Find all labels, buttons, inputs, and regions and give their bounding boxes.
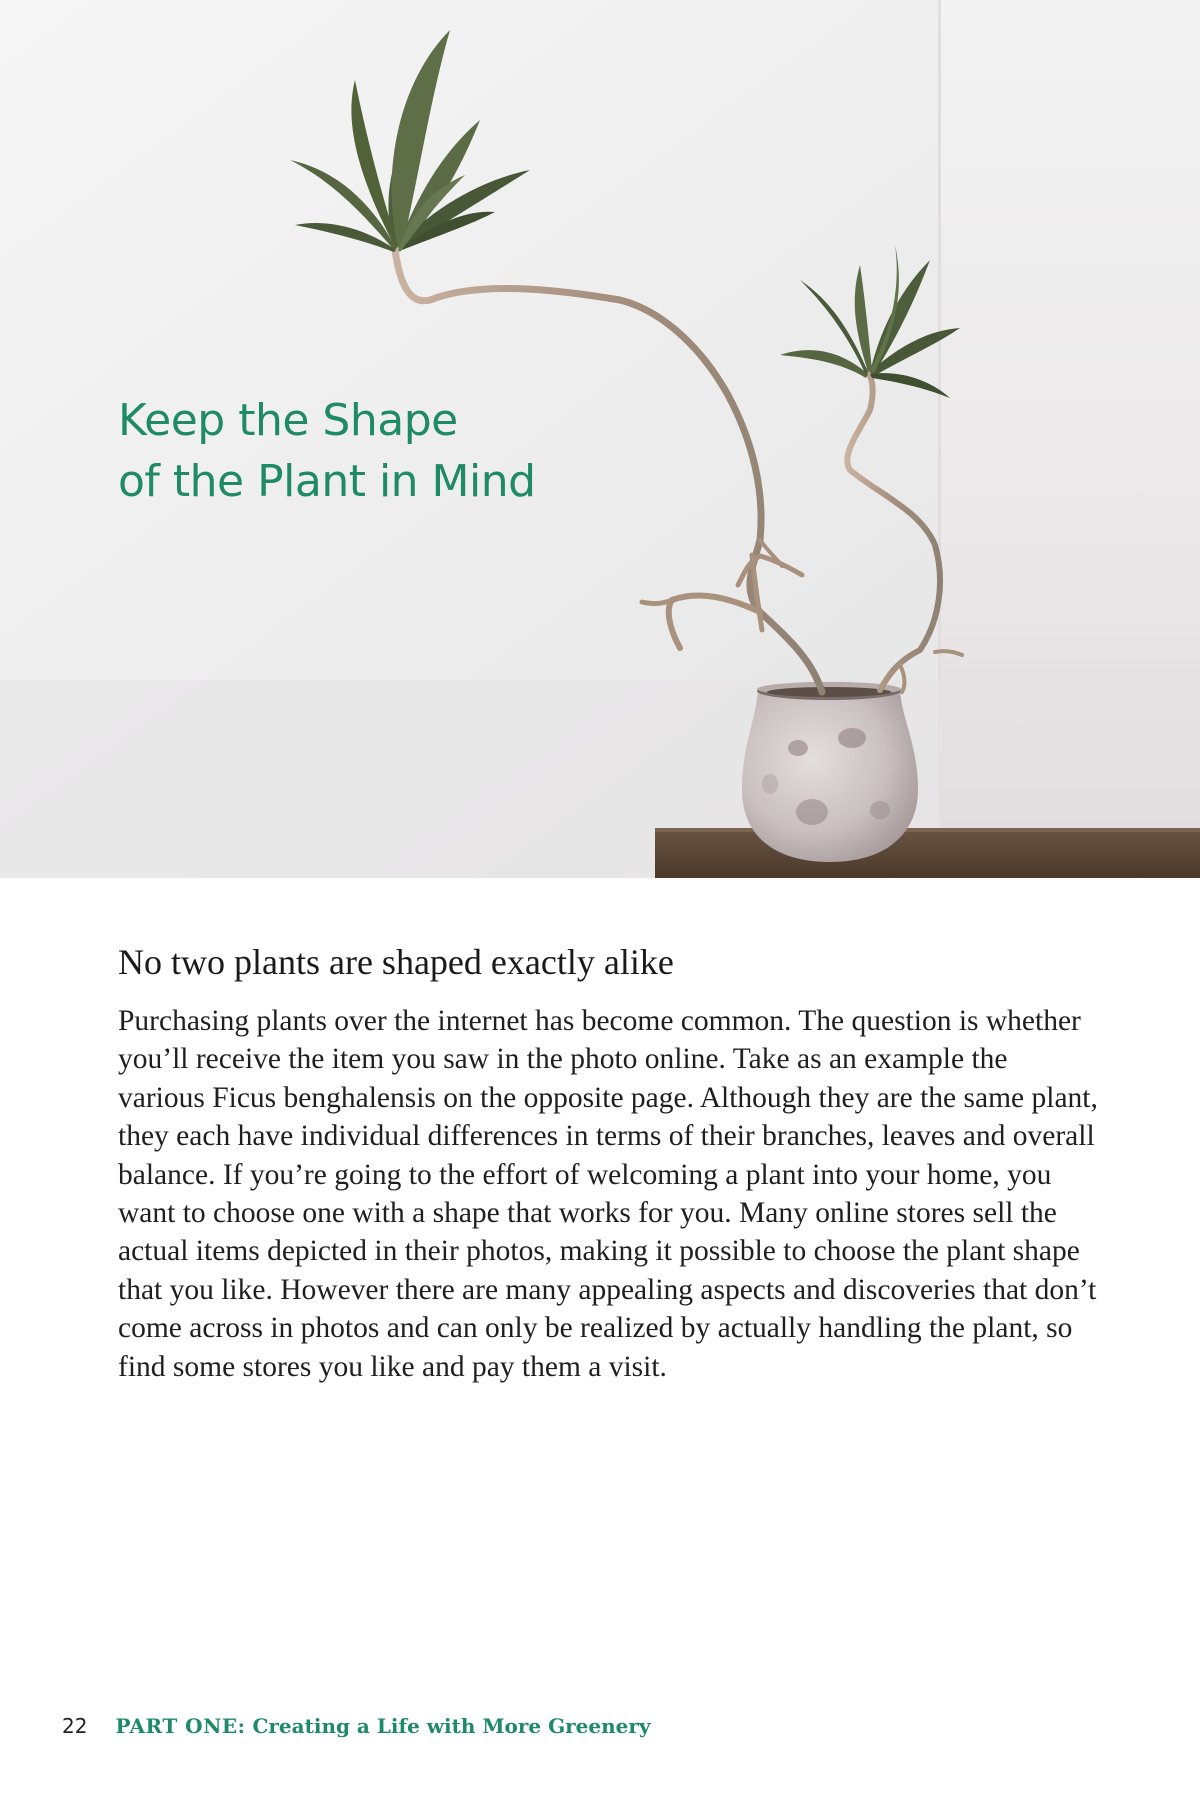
section-heading: No two plants are shaped exactly alike [118, 942, 674, 982]
running-head [115, 1714, 650, 1738]
page-number: 22 [62, 1714, 88, 1738]
ceramic-pot [742, 682, 918, 862]
chapter-title-line-1: Keep the Shape [118, 395, 458, 446]
running-head-title: Creating a Life with More Greenery [252, 1714, 651, 1738]
page-footer [62, 1714, 651, 1744]
running-head-part-label: PART ONE: [115, 1714, 246, 1738]
body-paragraph: Purchasing plants over the internet has become common. The question is whether you’ll receive the item you saw in the photo online. Take as an example the various Ficus benghalensis on the opposite page. Although they are the same plant, they each have individual differences in terms of their branches, leaves and overall balance. If you’re going to the effort of welcoming a plant into your home, you want to choose one with a shape that works for you. Many online stores sell the actual items depicted in their photos, making it possible to choose the plant shape that you like. However there are many appealing aspects and discoveries that don’t come across in photos and can only be realized by actually handling the plant, so find some stores you like and pay them a visit. [118, 1005, 1098, 1383]
chapter-title-line-2: of the Plant in Mind [118, 456, 536, 507]
chapter-title [118, 390, 678, 512]
wooden-shelf [655, 828, 1200, 878]
